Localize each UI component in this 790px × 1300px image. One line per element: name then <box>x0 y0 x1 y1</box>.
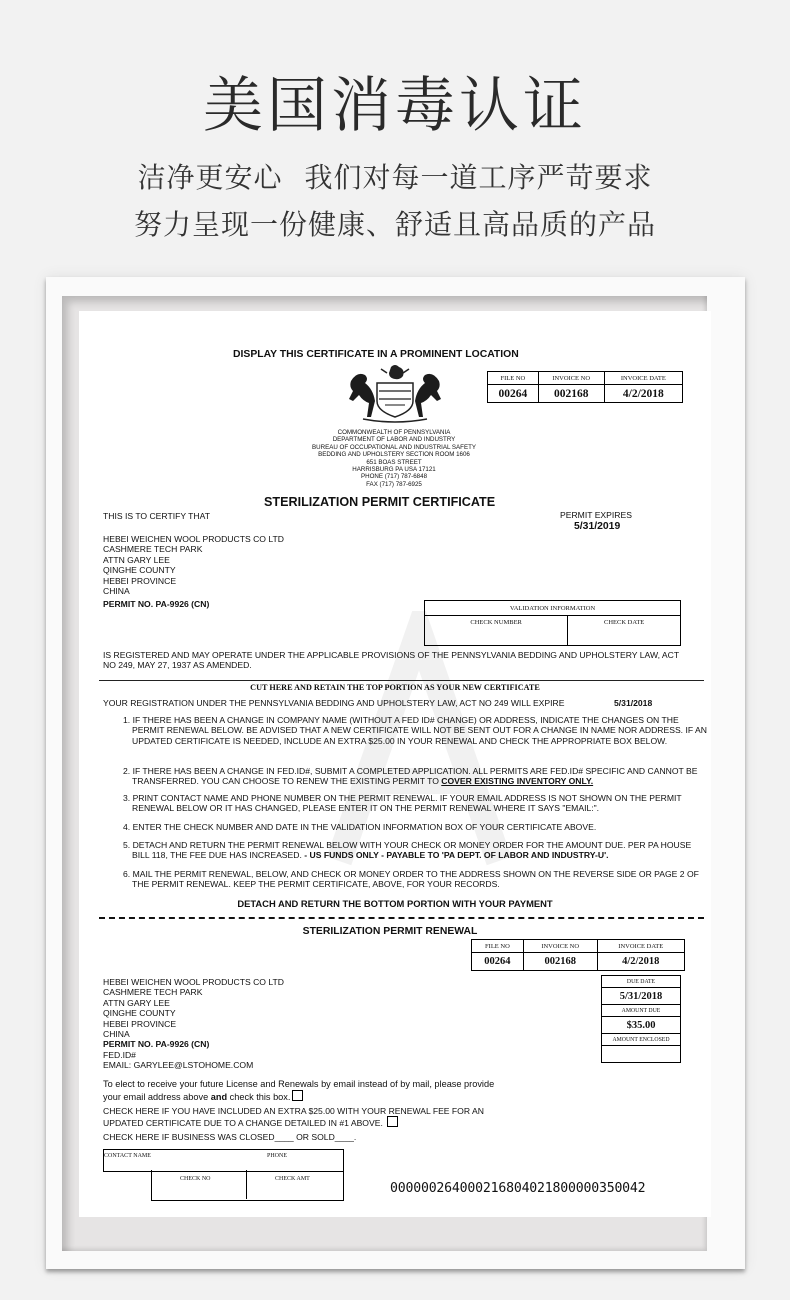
email-elect-line: To elect to receive your future License and Renewals by email instead of by mail, please provide <box>103 1079 495 1089</box>
invoice-date-value: 4/2/2018 <box>604 385 682 403</box>
check-number-field[interactable]: CHECK NUMBER <box>425 616 568 646</box>
certify-text: THIS IS TO CERTIFY THAT <box>103 511 210 521</box>
address-line: ATTN GARY LEE <box>103 997 170 1008</box>
validation-information-box <box>424 600 681 646</box>
issuer-line: 651 BOAS STREET <box>366 458 422 466</box>
extra-fee-line: CHECK HERE IF YOU HAVE INCLUDED AN EXTRA $25.00 WITH YOUR RENEWAL FEE FOR AN <box>103 1106 484 1116</box>
address-line: CHINA <box>103 586 130 597</box>
file-no-label: FILE NO <box>488 372 539 385</box>
issuer-address <box>269 429 519 488</box>
subtitle-part-a: 洁净更安心 <box>137 161 283 194</box>
registration-expire-date: 5/31/2018 <box>614 698 653 708</box>
phone-field[interactable]: PHONE <box>267 1153 288 1159</box>
instruction-4: 4. ENTER THE CHECK NUMBER AND DATE IN THE VALIDATION INFORMATION BOX OF YOUR CERTIFICATE ABOVE. <box>123 822 597 832</box>
issuer-line: PHONE (717) 787-6848 <box>360 473 428 481</box>
validation-title: VALIDATION INFORMATION <box>425 601 681 616</box>
amount-due-label: AMOUNT DUE <box>602 1005 681 1017</box>
permit-number: PERMIT NO. PA-9926 (CN) <box>103 599 210 609</box>
renewal-title: STERILIZATION PERMIT RENEWAL <box>302 926 478 937</box>
check-date-field[interactable]: CHECK DATE <box>568 616 681 646</box>
renewal-address <box>103 977 284 1071</box>
issuer-line: COMMONWEALTH OF PENNSYLVANIA <box>337 429 451 436</box>
check-no-field[interactable]: CHECK NO <box>180 1176 211 1182</box>
renewal-invoice-no-value: 002168 <box>523 953 597 971</box>
extra-fee-text <box>103 1106 484 1129</box>
certificate-file-info-box <box>487 371 683 403</box>
issuer-line: HARRISBURG PA USA 17121 <box>352 466 436 474</box>
page-title: 美国消毒认证 <box>203 71 587 141</box>
address-line: QINGHE COUNTY <box>103 565 176 576</box>
renewal-invoice-date-value: 4/2/2018 <box>597 953 684 971</box>
renewal-file-info-box <box>471 939 685 971</box>
address-line: CASHMERE TECH PARK <box>103 987 203 998</box>
registration-statement: IS REGISTERED AND MAY OPERATE UNDER THE APPLICABLE PROVISIONS OF THE PENNSYLVANIA BEDDING AND UPHOLSTERY LAW, ACT NO 249, MAY 27, 1937 AS AMENDED. <box>103 650 679 671</box>
amount-enclosed-label: AMOUNT ENCLOSED <box>602 1034 681 1046</box>
closed-sold-text: CHECK HERE IF BUSINESS WAS CLOSED____ OR SOLD____. <box>103 1132 357 1142</box>
invoice-date-label: INVOICE DATE <box>604 372 682 385</box>
renewal-permit-number: PERMIT NO. PA-9926 (CN) <box>103 1039 210 1050</box>
email-address: EMAIL: GARYLEE@LSTOHOME.COM <box>103 1060 254 1071</box>
renewal-due-box <box>601 975 681 1063</box>
due-date-value: 5/31/2018 <box>602 988 681 1005</box>
check-divider <box>246 1170 247 1199</box>
detach-dashed-line <box>99 917 704 919</box>
permit-expires-value: 5/31/2019 <box>574 521 621 532</box>
instruction-6: 6. MAIL THE PERMIT RENEWAL, BELOW, AND CHECK OR MONEY ORDER TO THE ADDRESS SHOWN ON THE REVERSE SIDE OR PAGE 2 OF THE PERMIT RENEWAL. KEEP THE PERMIT CERTIFICATE, ABOVE, FOR YOUR RECORDS. <box>123 869 699 890</box>
invoice-no-label: INVOICE NO <box>538 372 604 385</box>
address-line: HEBEI WEICHEN WOOL PRODUCTS CO LTD <box>103 977 284 987</box>
file-no-value: 00264 <box>488 385 539 403</box>
display-notice: DISPLAY THIS CERTIFICATE IN A PROMINENT LOCATION <box>233 349 519 360</box>
instruction-2: 2. IF THERE HAS BEEN A CHANGE IN FED.ID#, SUBMIT A COMPLETED APPLICATION. ALL PERMITS ARE FED.ID# SPECIFIC AND CANNOT BE TRANSFERRED. YOU CAN CHOOSE TO RENEW THE EXISTING PERMIT TO COVER EXISTING INVENTORY ONLY. <box>123 766 698 787</box>
check-amt-field[interactable]: CHECK AMT <box>275 1176 310 1182</box>
renewal-invoice-date-label: INVOICE DATE <box>597 940 684 953</box>
renewal-invoice-no-label: INVOICE NO <box>523 940 597 953</box>
issuer-line: DEPARTMENT OF LABOR AND INDUSTRY <box>332 436 456 444</box>
subtitle-line-1 <box>0 156 790 196</box>
extra-fee-checkbox[interactable] <box>387 1116 398 1127</box>
certificate-holder-address <box>103 534 284 596</box>
renewal-file-no-label: FILE NO <box>472 940 524 953</box>
address-line: HEBEI PROVINCE <box>103 575 177 586</box>
certificate-title: STERILIZATION PERMIT CERTIFICATE <box>264 495 496 509</box>
contact-name-field[interactable]: CONTACT NAME <box>104 1153 151 1159</box>
address-line: ATTN GARY LEE <box>103 554 170 565</box>
due-date-label: DUE DATE <box>602 976 681 988</box>
cut-here-notice: CUT HERE AND RETAIN THE TOP PORTION AS YOUR NEW CERTIFICATE <box>250 683 540 692</box>
email-elect-checkbox[interactable] <box>292 1090 303 1101</box>
permit-expires-label: PERMIT EXPIRES <box>560 510 632 520</box>
cut-line <box>99 680 704 681</box>
instruction-3: 3. PRINT CONTACT NAME AND PHONE NUMBER ON THE PERMIT RENEWAL. IF YOUR EMAIL ADDRESS IS NOT SHOWN ON THE PERMIT RENEWAL BELOW OR IT HAS CHANGED, PLEASE ENTER IT ON THE PERMIT RENEWAL WHERE IT SAYS "EMAIL:". <box>123 793 682 814</box>
fed-id: FED.ID# <box>103 1049 136 1060</box>
email-elect-text <box>103 1079 494 1103</box>
issuer-line: FAX (717) 787-6925 <box>366 480 422 488</box>
check-info-box <box>151 1170 344 1201</box>
ocr-scanline: 000000264000216804021800000350042 <box>390 1181 646 1196</box>
issuer-line: BEDDING AND UPHOLSTERY SECTION ROOM 1606 <box>318 451 470 459</box>
address-line: HEBEI PROVINCE <box>103 1018 177 1029</box>
amount-due-value: $35.00 <box>602 1017 681 1034</box>
issuer-line: BUREAU OF OCCUPATIONAL AND INDUSTRIAL SAFETY <box>312 443 476 451</box>
invoice-no-value: 002168 <box>538 385 604 403</box>
instruction-1: 1. IF THERE HAS BEEN A CHANGE IN COMPANY NAME (WITHOUT A FED ID# CHANGE) OR ADDRESS, INDICATE THE CHANGES ON THE PERMIT RENEWAL BELOW. BE ADVISED THAT A NEW CERTIFICATE WILL NOT BE SENT OUT FOR A CHANGE IN NAME NOR ADDRESS. IF AN UPDATED CERTIFICATE IS NEEDED, INCLUDE AN EXTRA $25.00 IN YOUR RENEWAL AND CHECK THE APPROPRIATE BOX BELOW. <box>123 715 707 746</box>
detach-notice: DETACH AND RETURN THE BOTTOM PORTION WITH YOUR PAYMENT <box>237 898 553 909</box>
pennsylvania-seal-icon <box>341 363 449 423</box>
extra-fee-line: UPDATED CERTIFICATE DUE TO A CHANGE DETAILED IN #1 ABOVE. <box>103 1116 484 1128</box>
address-line: CHINA <box>103 1029 130 1040</box>
certificate-document <box>79 311 711 1217</box>
subtitle-line-2: 努力呈现一份健康、舒适且高品质的产品 <box>133 208 656 241</box>
registration-expire-text: YOUR REGISTRATION UNDER THE PENNSYLVANIA BEDDING AND UPHOLSTERY LAW, ACT NO 249 WILL EXPIRE <box>103 698 565 708</box>
contact-box <box>103 1149 344 1172</box>
address-line: QINGHE COUNTY <box>103 1008 176 1019</box>
address-line: CASHMERE TECH PARK <box>103 544 203 555</box>
renewal-file-no-value: 00264 <box>472 953 524 971</box>
subtitle-part-b: 我们对每一道工序严苛要求 <box>304 161 653 194</box>
instruction-5: 5. DETACH AND RETURN THE PERMIT RENEWAL BELOW WITH YOUR CHECK OR MONEY ORDER FOR THE AMOUNT DUE. PER PA HOUSE BILL 118, THE FEE DUE HAS INCREASED. - US FUNDS ONLY - PAYABLE TO 'PA DEPT. OF LABOR AND INDUSTRY-U'. <box>123 840 692 861</box>
address-line: HEBEI WEICHEN WOOL PRODUCTS CO LTD <box>103 534 284 544</box>
email-elect-line: your email address above and check this box. <box>103 1090 494 1103</box>
amount-enclosed-field[interactable] <box>602 1046 681 1063</box>
